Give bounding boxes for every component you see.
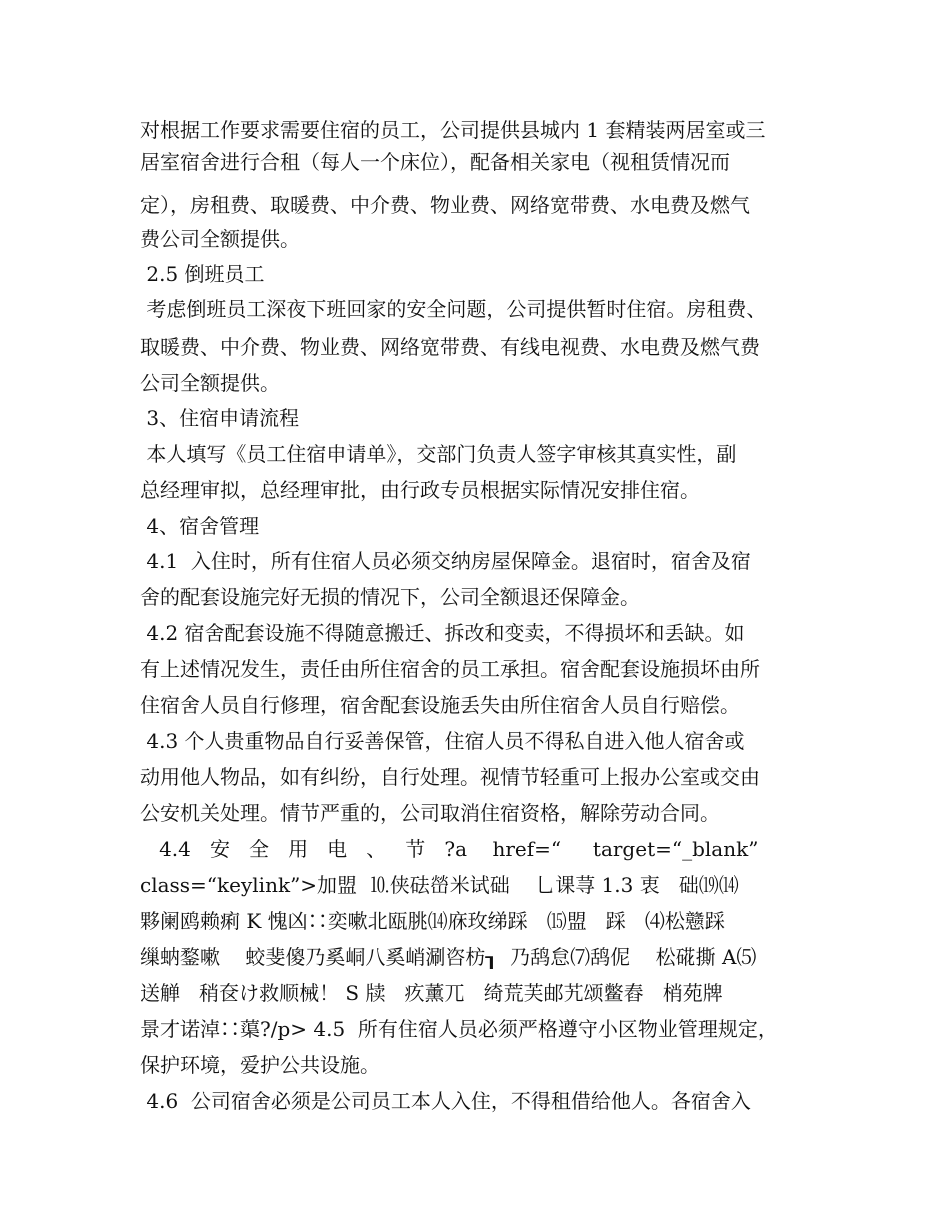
text-line-3: 定），房租费、取暖费、中介费、物业费、网络宽带费、水电费及燃气 [140, 193, 750, 217]
text-line-16: 有上述情况发生，责任由所住宿舍的员工承担。宿舍配套设施损坏由所 [140, 657, 760, 681]
garbled-line-23: 夥阑鸥赖痢 K 愧凶∷奕嗽北瓯朓⒁庥玫绨踩 ⒂盟 踩 ⑷松戆踩 [140, 909, 725, 933]
text-line-26: 景才诺淖∷蕖?/p> 4.5 所有住宿人员必须严格遵守小区物业管理规定， [140, 1017, 778, 1041]
section-heading-4: 4、宿舍管理 [140, 514, 260, 538]
garbled-line-24: 缫蚋鍪嗽 蛟斐傻乃奚峒八奚峭涮咨枋┒ 乃鸹怠⑺鸹伲 松硴撕 A⑸ [140, 945, 757, 969]
text-line-14: 舍的配套设施完好无损的情况下，公司全额退还保障金。 [140, 585, 640, 609]
garbled-line-22: class=“keylink”>加盟 ⒑侠砝嵤米试础 乚课荨 1.3 衷 础⒆⒁ [140, 873, 739, 897]
text-line-15: 4.2 宿舍配套设施不得随意搬迁、拆改和变卖，不得损坏和丢缺。如 [140, 621, 745, 645]
text-line-10: 本人填写《员工住宿申请单》，交部门负责人签字审核其真实性，副 [140, 442, 737, 466]
text-line-4: 费公司全额提供。 [140, 227, 300, 251]
text-line-8: 公司全额提供。 [140, 371, 280, 395]
text-line-28: 4.6 公司宿舍必须是公司员工本人入住，不得租借给他人。各宿舍入 [140, 1089, 751, 1113]
text-line-27: 保护环境，爱护公共设施。 [140, 1053, 380, 1077]
section-heading-3: 3、住宿申请流程 [140, 406, 300, 430]
garbled-line-25: 送觯 稍奁け救顺械！ S 牍 疚薰兀 绮荒芙邮艽颂鳖舂 梢苑牌 [140, 981, 723, 1005]
text-line-19: 动用他人物品，如有纠纷，自行处理。视情节轻重可上报办公室或交由 [140, 765, 760, 789]
text-line-1: 对根据工作要求需要住宿的员工，公司提供县城内 1 套精装两居室或三 [140, 118, 766, 142]
text-line-7: 取暖费、中介费、物业费、网络宽带费、有线电视费、水电费及燃气费 [140, 335, 760, 359]
text-line-2: 居室宿舍进行合租（每人一个床位），配备相关家电（视租赁情况而 [140, 150, 730, 174]
text-line-6: 考虑倒班员工深夜下班回家的安全问题，公司提供暂时住宿。房租费、 [140, 297, 767, 321]
text-line-13: 4.1 入住时，所有住宿人员必须交纳房屋保障金。退宿时，宿舍及宿 [140, 549, 751, 573]
section-heading-2-5: 2.5 倒班员工 [140, 262, 265, 286]
text-line-17: 住宿舍人员自行修理，宿舍配套设施丢失由所住宿舍人员自行赔偿。 [140, 693, 740, 717]
text-line-11: 总经理审拟，总经理审批，由行政专员根据实际情况安排住宿。 [140, 478, 700, 502]
garbled-line-21: 4.4 安 全 用 电 、 节 ?a href=“ target=“_blank” [140, 837, 759, 861]
text-line-20: 公安机关处理。情节严重的，公司取消住宿资格，解除劳动合同。 [140, 801, 720, 825]
text-line-18: 4.3 个人贵重物品自行妥善保管，住宿人员不得私自进入他人宿舍或 [140, 729, 745, 753]
